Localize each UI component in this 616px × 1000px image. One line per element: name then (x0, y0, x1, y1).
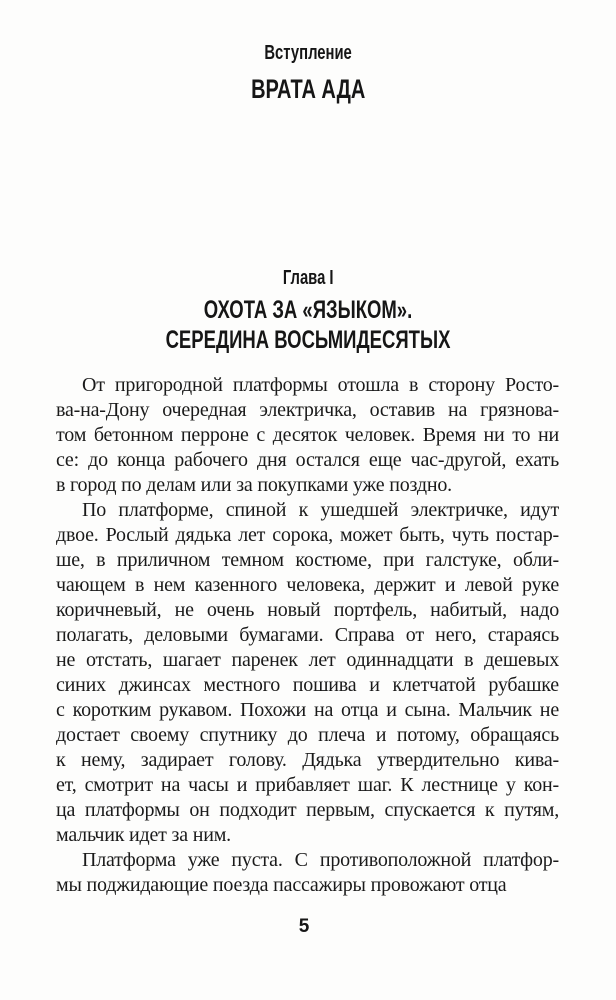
text-line: чающем в нем казенного человека, держит и левой руке (56, 574, 559, 596)
text-line: с коротким рукавом. Похожи на отца и сына. Мальчик не (56, 699, 559, 721)
text-line: ва-на-Дону очередная электричка, оставив на грязнова- (56, 399, 559, 421)
text-line: По платформе, спиной к ушедшей электричке, идут (82, 499, 559, 521)
intro-title (0, 74, 616, 105)
text-line: к нему, задирает голову. Дядька утвердительно кива- (56, 749, 559, 771)
text-line: ца платформы он подходит первым, спускается к путям, (56, 799, 559, 821)
text-line: двое. Рослый дядька лет сорока, может быть, чуть постар- (56, 524, 559, 546)
text-line: ет, смотрит на часы и прибавляет шаг. К лестнице у кон- (56, 774, 559, 796)
text-line: мальчик идет за ним. (56, 824, 231, 846)
text-line: том бетонном перроне с десяток человек. Время ни то ни (56, 424, 559, 446)
text-line: ше, в приличном темном костюме, при галстуке, обли- (56, 549, 559, 571)
text-line: достает своему спутнику до плеча и потому, обращаясь (56, 724, 559, 746)
text-line: От пригородной платформы отошла в сторону Росто- (82, 374, 559, 396)
paragraph (56, 373, 559, 498)
body-text (56, 373, 559, 898)
paragraph (56, 848, 559, 898)
paragraph (56, 498, 559, 848)
page-number: 5 (298, 916, 310, 937)
chapter-label-text: Глава I (282, 267, 334, 289)
text-line: синих джинсах местного пошива и клетчатой рубашке (56, 674, 559, 696)
text-line: в город по делам или за покупками уже поздно. (56, 474, 452, 496)
chapter-title-line-1: ОХОТА ЗА «ЯЗЫКОМ». (203, 296, 413, 324)
text-line: Платформа уже пуста. С противоположной платфор- (82, 849, 559, 871)
chapter-title (0, 295, 616, 355)
text-line: не отстать, шагает паренек лет одиннадцати в дешевых (56, 649, 559, 671)
text-line: полагать, деловыми бумагами. Справа от него, стараясь (56, 624, 559, 646)
chapter-title-line-2: СЕРЕДИНА ВОСЬМИДЕСЯТЫХ (165, 326, 451, 354)
text-line: се: до конца рабочего дня остался еще час-другой, ехать (56, 449, 559, 471)
intro-title-text: ВРАТА АДА (250, 74, 366, 104)
intro-label (0, 42, 616, 65)
text-line: мы поджидающие поезда пассажиры провожают отца (56, 874, 507, 896)
intro-label-text: Вступление (264, 42, 352, 64)
chapter-label (0, 267, 616, 290)
text-line: коричневый, не очень новый портфель, набитый, надо (56, 599, 559, 621)
